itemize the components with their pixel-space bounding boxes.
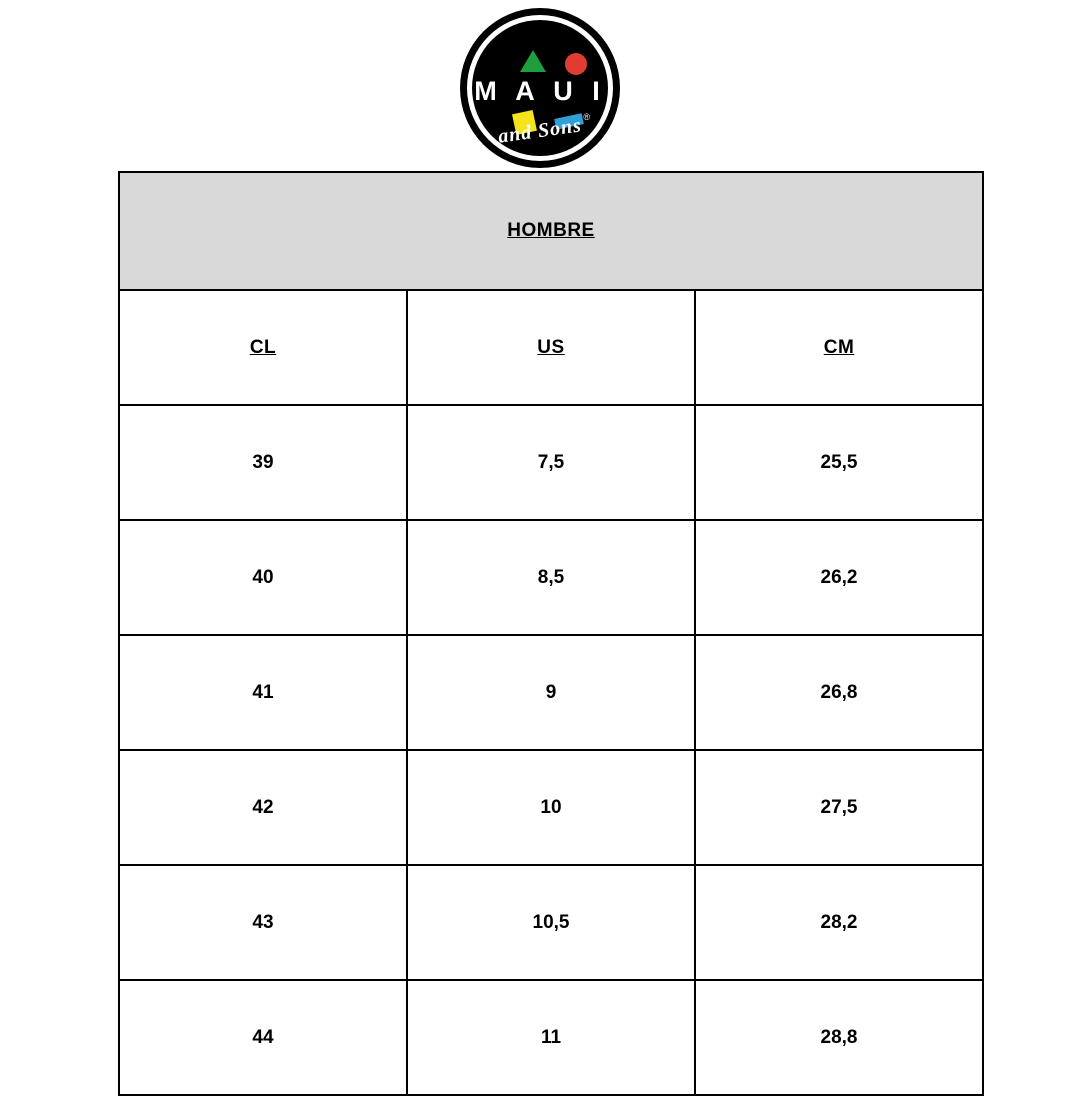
- table-title-row: [119, 172, 983, 290]
- cell-cl: 41: [119, 635, 407, 750]
- column-header-cl: [119, 290, 407, 405]
- table-row: [119, 635, 983, 750]
- cell-cl: 43: [119, 865, 407, 980]
- registered-mark: ®: [583, 112, 590, 122]
- column-header-us: [407, 290, 695, 405]
- green-triangle-icon: [520, 50, 546, 72]
- cell-cl: 39: [119, 405, 407, 520]
- table-title-cell: [119, 172, 983, 290]
- cell-us: 10,5: [407, 865, 695, 980]
- cell-cl: 42: [119, 750, 407, 865]
- logo-inner-disc: [472, 20, 608, 156]
- cell-us: 9: [407, 635, 695, 750]
- column-header-us-label: US: [537, 336, 565, 358]
- cell-cm: 28,2: [695, 865, 983, 980]
- cell-cm: 26,2: [695, 520, 983, 635]
- column-header-cl-label: CL: [249, 336, 277, 358]
- table-row: [119, 865, 983, 980]
- cell-cm: 27,5: [695, 750, 983, 865]
- logo-script-text: and Sons: [496, 114, 584, 148]
- table-row: [119, 750, 983, 865]
- cell-us: 10: [407, 750, 695, 865]
- cell-cm: 25,5: [695, 405, 983, 520]
- cell-cl: 44: [119, 980, 407, 1095]
- size-chart: [118, 171, 984, 1096]
- red-circle-icon: [565, 53, 587, 75]
- table-row: [119, 520, 983, 635]
- size-table: [118, 171, 984, 1096]
- cell-us: 11: [407, 980, 695, 1095]
- table-header-row: [119, 290, 983, 405]
- table-row: [119, 405, 983, 520]
- cell-us: 8,5: [407, 520, 695, 635]
- cell-cm: 28,8: [695, 980, 983, 1095]
- table-row: [119, 980, 983, 1095]
- brand-logo: [460, 8, 620, 168]
- cell-us: 7,5: [407, 405, 695, 520]
- table-title: HOMBRE: [507, 220, 595, 241]
- column-header-cm-label: CM: [823, 336, 855, 358]
- logo-wordmark: M A U I: [474, 76, 606, 106]
- column-header-cm: [695, 290, 983, 405]
- cell-cl: 40: [119, 520, 407, 635]
- cell-cm: 26,8: [695, 635, 983, 750]
